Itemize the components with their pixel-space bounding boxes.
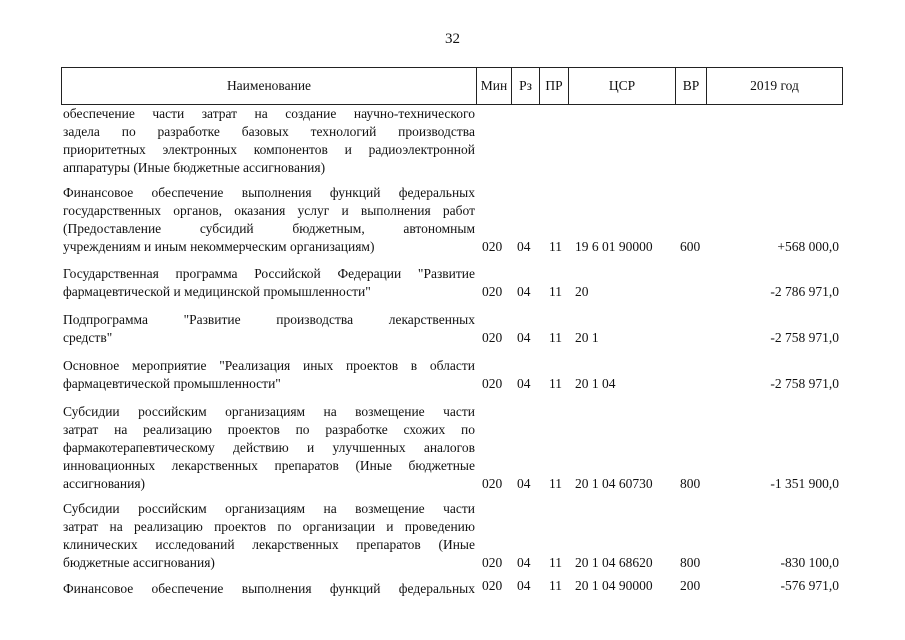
column-header-year: 2019 год — [750, 78, 799, 93]
row-amount: +568 000,0 — [777, 239, 839, 254]
row-pr: 11 — [549, 555, 562, 570]
row-rz: 04 — [517, 376, 531, 391]
row-name — [63, 357, 475, 393]
row-csr: 20 — [575, 284, 589, 299]
row-name-line: затрат на реализацию проектов по организации и проведению — [63, 519, 475, 534]
row-name — [63, 265, 475, 301]
row-csr: 20 1 04 60730 — [575, 476, 653, 491]
row-name-line: обеспечение части затрат на создание научно-технического — [63, 106, 475, 121]
row-name-line: государственных органов, оказания услуг и выполнения работ — [63, 203, 475, 218]
row-vr: 600 — [680, 239, 701, 254]
row-csr: 20 1 04 90000 — [575, 578, 653, 593]
table-row — [61, 105, 843, 177]
row-rz: 04 — [517, 578, 531, 593]
row-name-line: (Предоставление субсидий бюджетным, автономным — [63, 221, 475, 236]
column-header-rz: Рз — [512, 68, 540, 104]
row-pr: 11 — [549, 476, 562, 491]
row-name-line: аппаратуры (Иные бюджетные ассигнования) — [63, 160, 326, 175]
row-name — [63, 105, 475, 177]
row-csr: 20 1 04 — [575, 376, 616, 391]
row-min: 020 — [482, 330, 503, 345]
table-row — [61, 403, 843, 493]
row-name-line: приоритетных электронных компонентов и радиоэлектронной — [63, 142, 475, 157]
row-pr: 11 — [549, 330, 562, 345]
table-row — [61, 357, 843, 393]
row-rz: 04 — [517, 330, 531, 345]
row-name-line: инновационных лекарственных препаратов (Иные бюджетные — [63, 458, 475, 473]
row-name-line: Финансовое обеспечение выполнения функций федеральных — [63, 581, 475, 596]
row-name-line: Финансовое обеспечение выполнения функций федеральных — [63, 185, 475, 200]
row-name-line: фармацевтической промышленности" — [63, 376, 281, 391]
row-rz: 04 — [517, 555, 531, 570]
row-min: 020 — [482, 476, 503, 491]
row-pr: 11 — [549, 284, 562, 299]
row-rz: 04 — [517, 476, 531, 491]
column-header-min: Мин — [477, 68, 512, 104]
row-vr: 800 — [680, 476, 701, 491]
row-name-line: Подпрограмма "Развитие производства лекарственных — [63, 312, 475, 327]
row-csr: 20 1 — [575, 330, 599, 345]
row-name-line: фармацевтической и медицинской промышленности" — [63, 284, 371, 299]
row-name — [63, 184, 475, 256]
row-amount: -1 351 900,0 — [770, 476, 839, 491]
row-name — [63, 311, 475, 347]
row-csr: 19 6 01 90000 — [575, 239, 653, 254]
row-pr: 11 — [549, 578, 562, 593]
column-header-vr: ВР — [676, 68, 707, 104]
row-name-line: задела по разработке базовых технологий производства — [63, 124, 475, 139]
row-vr: 200 — [680, 578, 701, 593]
row-amount: -576 971,0 — [780, 578, 839, 593]
row-name — [63, 403, 475, 493]
row-pr: 11 — [549, 376, 562, 391]
row-amount: -830 100,0 — [780, 555, 839, 570]
row-name-line: ассигнования) — [63, 476, 146, 491]
row-name-line: учреждениям и иным некоммерческим организациям) — [63, 239, 375, 254]
row-amount: -2 758 971,0 — [770, 376, 839, 391]
row-pr: 11 — [549, 239, 562, 254]
row-name-line: фармакотерапевтическому действию и улучшенных аналогов — [63, 440, 475, 455]
row-amount: -2 786 971,0 — [770, 284, 839, 299]
row-name-line: средств" — [63, 330, 113, 345]
row-name-line: Субсидии российским организациям на возмещение части — [63, 501, 475, 516]
page-number: 32 — [445, 31, 460, 47]
row-name-line: бюджетные ассигнования) — [63, 555, 215, 570]
row-min: 020 — [482, 239, 503, 254]
column-header-csr: ЦСР — [569, 68, 676, 104]
row-min: 020 — [482, 555, 503, 570]
row-name-line: клинических исследований лекарственных препаратов (Иные — [63, 537, 475, 552]
row-min: 020 — [482, 376, 503, 391]
row-name-line: Субсидии российским организациям на возмещение части — [63, 404, 475, 419]
row-min: 020 — [482, 578, 503, 593]
table-row — [61, 311, 843, 347]
row-csr: 20 1 04 68620 — [575, 555, 653, 570]
table-row — [61, 184, 843, 256]
table-header — [61, 67, 843, 105]
row-name — [63, 500, 475, 572]
table-row — [61, 500, 843, 572]
row-rz: 04 — [517, 239, 531, 254]
row-amount: -2 758 971,0 — [770, 330, 839, 345]
column-header-name: Наименование — [62, 68, 477, 104]
row-name-line: Государственная программа Российской Федерации "Развитие — [63, 266, 475, 281]
column-header-pr: ПР — [540, 68, 569, 104]
row-name — [63, 580, 475, 598]
row-name-line: затрат на реализацию проектов по разработке схожих по — [63, 422, 475, 437]
row-rz: 04 — [517, 284, 531, 299]
table-row — [61, 580, 843, 598]
table-row — [61, 265, 843, 301]
row-name-line: Основное мероприятие "Реализация иных проектов в области — [63, 358, 475, 373]
row-min: 020 — [482, 284, 503, 299]
row-vr: 800 — [680, 555, 701, 570]
